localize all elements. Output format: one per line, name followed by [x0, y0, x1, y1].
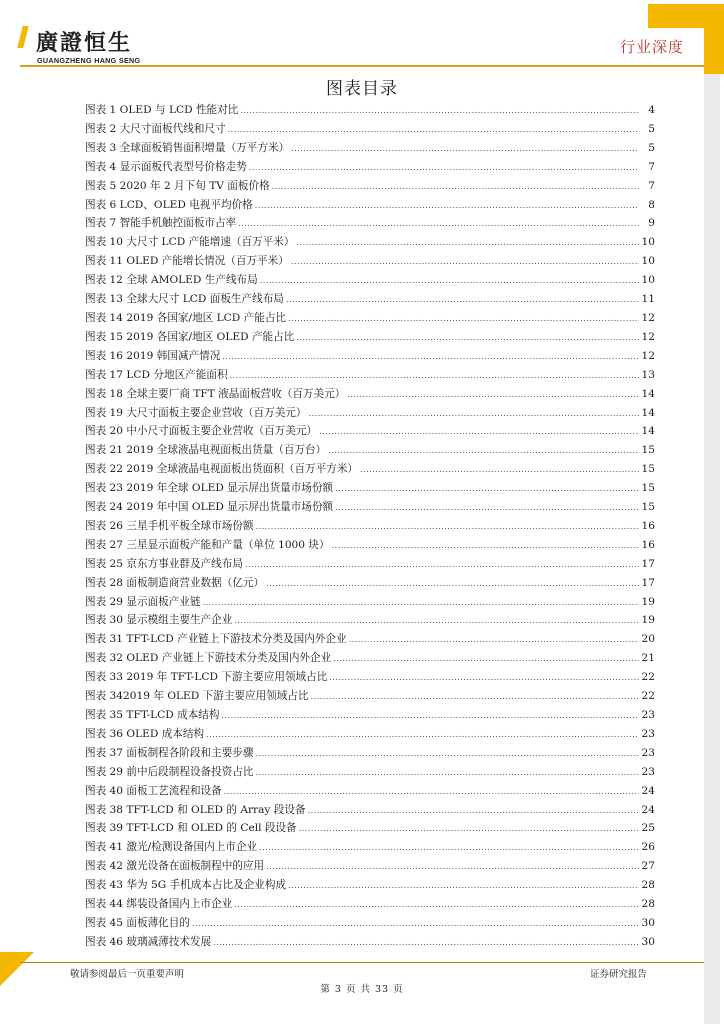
toc-entry[interactable]: [85, 518, 655, 537]
toc-dot-leader: [240, 106, 639, 115]
toc-entry-label: 图表 46 玻璃减薄技术发展: [85, 935, 212, 948]
toc-entry-page: 12: [641, 311, 655, 324]
figure-toc-list: [85, 102, 655, 953]
toc-entry[interactable]: [85, 480, 655, 499]
toc-entry-page: 15: [641, 463, 655, 476]
toc-entry[interactable]: [85, 820, 655, 839]
toc-entry-page: 26: [641, 841, 655, 854]
toc-entry[interactable]: [85, 178, 655, 197]
toc-entry-label: 图表 5 2020 年 2 月下旬 TV 面板价格: [85, 179, 270, 192]
toc-entry-page: 17: [641, 557, 655, 570]
toc-dot-leader: [255, 201, 639, 210]
header-divider: [20, 65, 704, 67]
toc-entry-label: 图表 2 大尺寸面板代线和尺寸: [85, 122, 226, 135]
toc-entry-label: 图表 342019 年 OLED 下游主要应用领域占比: [85, 690, 309, 703]
toc-entry[interactable]: [85, 423, 655, 442]
report-type-label: 行业深度: [620, 38, 685, 56]
toc-dot-leader: [291, 257, 639, 266]
toc-entry-page: 14: [641, 406, 655, 419]
toc-entry-page: 28: [641, 879, 655, 892]
toc-entry-label: 图表 6 LCD、OLED 电视平均价格: [85, 198, 253, 211]
toc-entry-page: 14: [641, 387, 655, 400]
toc-entry-label: 图表 44 绑装设备国内上市企业: [85, 898, 233, 911]
toc-entry-label: 图表 19 大尺寸面板主要企业营收（百万美元）: [85, 406, 307, 419]
toc-entry-page: 16: [641, 519, 655, 532]
toc-dot-leader: [309, 409, 640, 418]
toc-entry-page: 9: [648, 217, 655, 230]
toc-entry-label: 图表 20 中小尺寸面板主要企业营收（百万美元）: [85, 425, 318, 438]
toc-entry[interactable]: [85, 499, 655, 518]
toc-entry-label: 图表 4 显示面板代表型号价格走势: [85, 160, 247, 173]
toc-entry-label: 图表 37 面板制程各阶段和主要步骤: [85, 746, 254, 759]
toc-entry-label: 图表 25 京东方事业群及产线布局: [85, 557, 243, 570]
toc-entry-label: 图表 1 OLED 与 LCD 性能对比: [85, 104, 239, 116]
toc-entry[interactable]: [85, 877, 655, 896]
toc-entry-page: 17: [641, 576, 655, 589]
toc-entry[interactable]: [85, 461, 655, 480]
toc-entry-label: 图表 23 2019 年全球 OLED 显示屏出货量市场份额: [85, 482, 334, 495]
toc-entry-page: 23: [641, 746, 655, 759]
toc-dot-leader: [288, 314, 639, 323]
toc-entry[interactable]: [85, 669, 655, 688]
toc-dot-leader: [329, 673, 639, 682]
toc-entry-page: 11: [641, 293, 655, 306]
toc-entry[interactable]: [85, 802, 655, 821]
toc-entry[interactable]: [85, 159, 655, 178]
toc-entry[interactable]: [85, 575, 655, 594]
toc-dot-leader: [311, 692, 639, 701]
toc-entry-page: 23: [641, 727, 655, 740]
toc-entry-page: 7: [648, 179, 655, 192]
toc-entry-page: 15: [641, 482, 655, 495]
toc-entry-page: 12: [641, 330, 655, 343]
toc-entry[interactable]: [85, 367, 655, 386]
toc-entry-page: 12: [641, 349, 655, 362]
brand-logo-mark: [17, 26, 28, 48]
toc-dot-leader: [349, 635, 639, 644]
toc-entry-page: 4: [648, 104, 655, 116]
toc-entry[interactable]: [85, 915, 655, 934]
toc-dot-leader: [224, 787, 639, 796]
toc-dot-leader: [213, 938, 639, 947]
toc-entry[interactable]: [85, 764, 655, 783]
toc-entry-page: 23: [641, 765, 655, 778]
toc-dot-leader: [328, 446, 639, 455]
toc-entry[interactable]: [85, 140, 655, 159]
toc-dot-leader: [308, 806, 639, 815]
brand-name-english: GUANGZHENG HANG SENG: [37, 56, 141, 65]
toc-entry-page: 10: [641, 255, 655, 268]
toc-dot-leader: [206, 730, 639, 739]
toc-entry-label: 图表 10 大尺寸 LCD 产能增速（百万平米）: [85, 236, 295, 249]
toc-entry-label: 图表 24 2019 年中国 OLED 显示屏出货量市场份额: [85, 501, 334, 514]
toc-entry-label: 图表 21 2019 全球液晶电视面板出货量（百万台）: [85, 444, 327, 457]
toc-entry-page: 16: [641, 538, 655, 551]
toc-entry[interactable]: [85, 726, 655, 745]
toc-dot-leader: [272, 182, 639, 191]
toc-entry-page: 19: [641, 614, 655, 627]
toc-entry-page: 13: [641, 368, 655, 381]
toc-entry[interactable]: [85, 291, 655, 310]
toc-entry-page: 23: [641, 709, 655, 721]
toc-entry[interactable]: [85, 386, 655, 405]
footer-disclaimer: 敬请参阅最后一页重要声明: [70, 969, 185, 980]
toc-entry-label: 图表 32 OLED 产业链上下游技术分类及国内外企业: [85, 652, 332, 665]
toc-dot-leader: [221, 711, 639, 720]
toc-entry-label: 图表 12 全球 AMOLED 生产线布局: [85, 274, 258, 287]
toc-entry-label: 图表 39 TFT-LCD 和 OLED 的 Cell 段设备: [85, 822, 297, 835]
toc-dot-leader: [319, 427, 639, 436]
toc-dot-leader: [259, 843, 639, 852]
toc-entry[interactable]: [85, 896, 655, 915]
toc-dot-leader: [230, 371, 639, 380]
toc-entry-label: 图表 42 激光设备在面板制程中的应用: [85, 860, 265, 873]
toc-entry[interactable]: [85, 272, 655, 291]
toc-entry-label: 图表 13 全球大尺寸 LCD 面板生产线布局: [85, 293, 284, 306]
toc-entry-label: 图表 7 智能手机触控面板市占率: [85, 217, 237, 230]
toc-dot-leader: [266, 579, 639, 588]
toc-dot-leader: [256, 522, 639, 531]
toc-entry-label: 图表 28 面板制造商营业数据（亿元）: [85, 576, 265, 589]
toc-entry-label: 图表 31 TFT-LCD 产业链上下游技术分类及国内外企业: [85, 633, 347, 646]
toc-entry-label: 图表 17 LCD 分地区产能面积: [85, 368, 228, 381]
toc-dot-leader: [192, 919, 639, 928]
toc-entry[interactable]: [85, 650, 655, 669]
toc-entry-label: 图表 27 三星显示面板产能和产量（单位 1000 块）: [85, 538, 330, 551]
toc-entry-label: 图表 14 2019 各国家/地区 LCD 产能占比: [85, 311, 287, 324]
footer-report-label: 证券研究报告: [590, 969, 648, 980]
toc-entry-label: 图表 29 显示面板产业链: [85, 595, 201, 608]
toc-entry[interactable]: [85, 442, 655, 461]
toc-entry-label: 图表 41 激光/检测设备国内上市企业: [85, 841, 258, 854]
toc-dot-leader: [347, 390, 639, 399]
toc-entry[interactable]: [85, 348, 655, 367]
toc-dot-leader: [335, 503, 639, 512]
toc-entry-label: 图表 26 三星手机平板全球市场份额: [85, 519, 254, 532]
toc-entry-page: 8: [648, 198, 655, 211]
toc-entry[interactable]: [85, 688, 655, 707]
toc-dot-leader: [333, 654, 639, 663]
toc-dot-leader: [299, 824, 639, 833]
toc-entry-label: 图表 11 OLED 产能增长情况（百万平米）: [85, 255, 289, 268]
right-margin-bar: [704, 74, 720, 1024]
toc-dot-leader: [203, 598, 639, 607]
toc-entry-page: 22: [641, 671, 655, 684]
toc-entry[interactable]: [85, 556, 655, 575]
toc-entry[interactable]: [85, 631, 655, 650]
toc-entry[interactable]: [85, 858, 655, 877]
toc-entry[interactable]: [85, 197, 655, 216]
toc-dot-leader: [266, 862, 639, 871]
toc-entry-page: 10: [641, 274, 655, 287]
toc-entry-page: 24: [641, 803, 655, 816]
toc-entry[interactable]: [85, 783, 655, 802]
toc-entry-label: 图表 15 2019 各国家/地区 OLED 产能占比: [85, 330, 295, 343]
toc-entry-label: 图表 36 OLED 成本结构: [85, 727, 205, 740]
toc-entry[interactable]: [85, 745, 655, 764]
toc-entry-label: 图表 43 华为 5G 手机成本占比及企业构成: [85, 879, 287, 892]
toc-entry[interactable]: [85, 215, 655, 234]
toc-entry-page: 5: [648, 141, 655, 154]
toc-entry-page: 20: [641, 633, 655, 646]
toc-entry[interactable]: [85, 594, 655, 613]
toc-dot-leader: [256, 749, 639, 758]
toc-entry[interactable]: [85, 537, 655, 556]
header-accent-tab: [648, 4, 708, 28]
toc-dot-leader: [288, 881, 639, 890]
toc-dot-leader: [286, 295, 639, 304]
toc-entry-page: 25: [641, 822, 655, 835]
toc-dot-leader: [291, 144, 639, 153]
toc-entry-page: 15: [641, 501, 655, 514]
toc-entry-page: 30: [641, 916, 655, 929]
toc-dot-leader: [234, 900, 639, 909]
toc-title: 图表目录: [326, 79, 398, 99]
toc-entry[interactable]: [85, 839, 655, 858]
toc-entry[interactable]: [85, 405, 655, 424]
toc-dot-leader: [222, 352, 639, 361]
toc-entry-label: 图表 35 TFT-LCD 成本结构: [85, 709, 220, 721]
footer-divider: [20, 962, 704, 963]
toc-entry-page: 30: [641, 935, 655, 948]
toc-dot-leader: [297, 238, 640, 247]
toc-entry-page: 10: [641, 236, 655, 249]
toc-entry[interactable]: [85, 253, 655, 272]
toc-dot-leader: [245, 560, 639, 569]
toc-entry-page: 7: [648, 160, 655, 173]
toc-entry-label: 图表 33 2019 年 TFT-LCD 下游主要应用领域占比: [85, 671, 328, 684]
toc-entry-label: 图表 18 全球主要厂商 TFT 液晶面板营收（百万美元）: [85, 387, 346, 400]
toc-entry-page: 22: [641, 690, 655, 703]
toc-dot-leader: [260, 276, 639, 285]
toc-entry-page: 15: [641, 444, 655, 457]
toc-dot-leader: [335, 484, 639, 493]
toc-entry[interactable]: [85, 707, 655, 726]
toc-dot-leader: [238, 219, 639, 228]
toc-dot-leader: [296, 333, 639, 342]
toc-dot-leader: [332, 541, 639, 550]
toc-entry[interactable]: [85, 934, 655, 953]
page-number: 第 3 页 共 33 页: [320, 984, 404, 995]
toc-entry-label: 图表 30 显示模组主要生产企业: [85, 614, 233, 627]
toc-entry-label: 图表 29 前中后段制程设备投资占比: [85, 765, 254, 778]
toc-entry[interactable]: [85, 234, 655, 253]
toc-dot-leader: [234, 616, 639, 625]
toc-entry[interactable]: [85, 612, 655, 631]
toc-dot-leader: [256, 768, 639, 777]
toc-entry-label: 图表 40 面板工艺流程和设备: [85, 784, 222, 797]
toc-entry-page: 27: [641, 860, 655, 873]
toc-entry-label: 图表 16 2019 韩国减产情况: [85, 349, 221, 362]
toc-entry-label: 图表 38 TFT-LCD 和 OLED 的 Array 段设备: [85, 803, 306, 816]
toc-entry[interactable]: [85, 329, 655, 348]
toc-entry-page: 14: [641, 425, 655, 438]
toc-entry-label: 图表 22 2019 全球液晶电视面板出货面积（百万平方米）: [85, 463, 359, 476]
toc-entry-label: 图表 45 面板薄化目的: [85, 916, 190, 929]
toc-entry-page: 21: [641, 652, 655, 665]
toc-dot-leader: [249, 163, 639, 172]
toc-entry-page: 5: [648, 122, 655, 135]
toc-entry[interactable]: [85, 310, 655, 329]
toc-dot-leader: [228, 125, 639, 134]
toc-entry[interactable]: [85, 121, 655, 140]
toc-dot-leader: [360, 465, 639, 474]
toc-entry-label: 图表 3 全球面板销售面积增量（万平方米）: [85, 141, 290, 154]
toc-entry-page: 19: [641, 595, 655, 608]
toc-entry-page: 24: [641, 784, 655, 797]
toc-entry-page: 28: [641, 898, 655, 911]
toc-entry[interactable]: [85, 102, 655, 121]
brand-name: 廣證恒生: [36, 31, 133, 56]
header-accent-edge: [704, 4, 724, 74]
